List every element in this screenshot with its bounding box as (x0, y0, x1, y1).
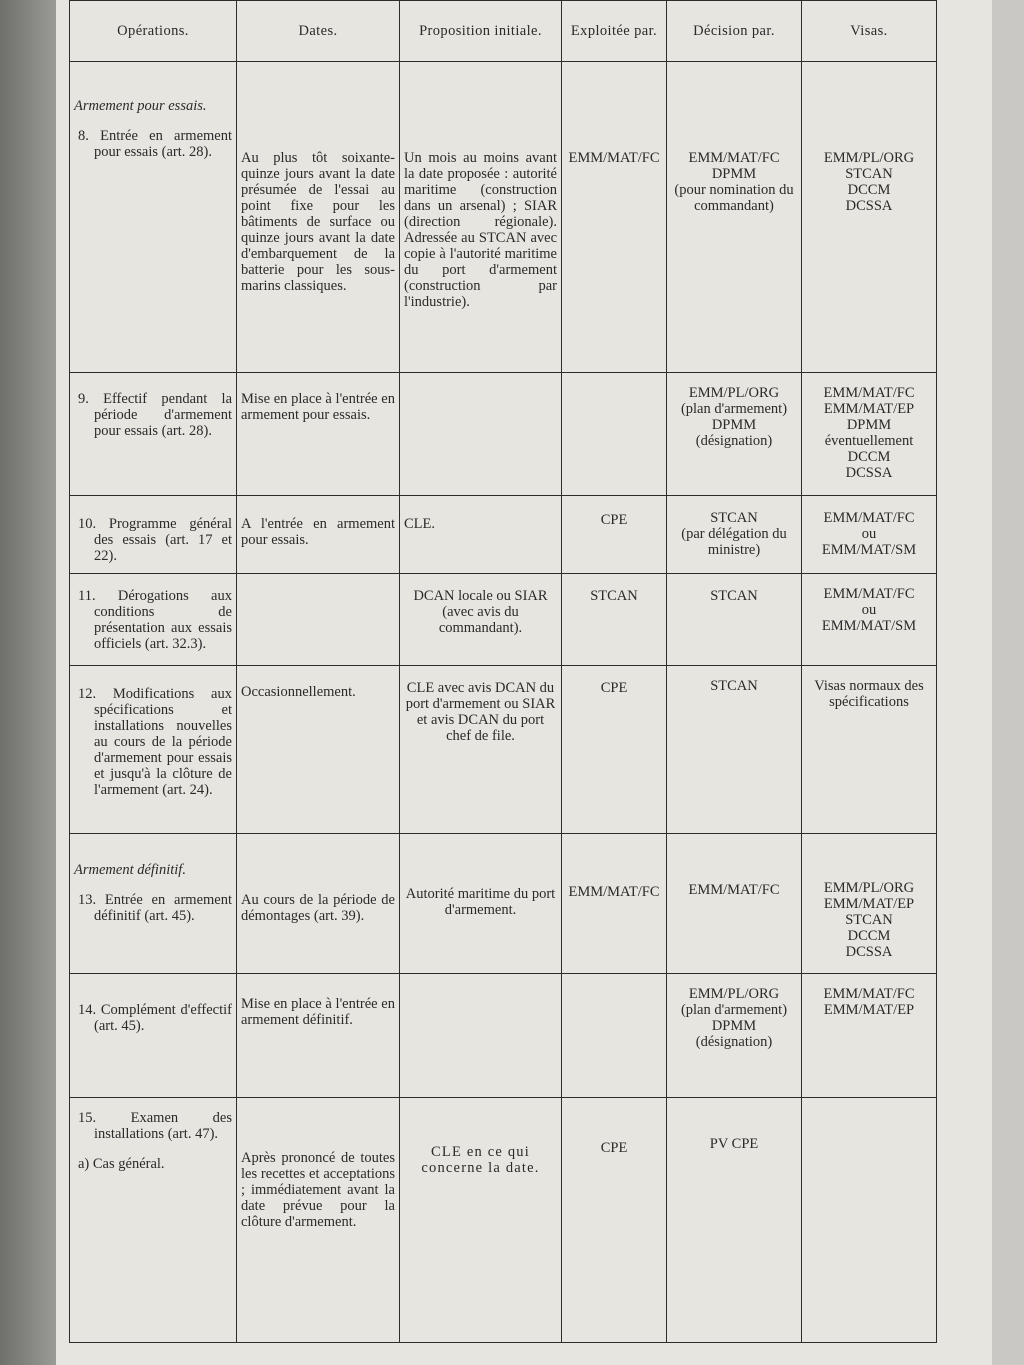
visas-text: EMM/PL/ORG EMM/MAT/EP STCAN DCCM DCSSA (823, 880, 915, 960)
cell-visas (802, 496, 937, 574)
cell-dates (237, 62, 400, 373)
visas-text: EMM/MAT/FC ou EMM/MAT/SM (821, 586, 917, 634)
operations-table (69, 0, 937, 1343)
cell-operation (70, 574, 237, 666)
decision-text: EMM/MAT/FC (688, 882, 780, 898)
proposition-text: Autorité maritime du port d'armement. (405, 886, 556, 918)
visas-text: Visas normaux des spécifications (814, 678, 924, 710)
proposition-text: CLE. (404, 516, 436, 532)
header-decision: Décision par. (667, 1, 802, 62)
section-heading: Armement définitif. (74, 862, 186, 878)
cell-decision (667, 834, 802, 974)
cell-proposition (400, 974, 562, 1098)
visas-text: EMM/MAT/FC ou EMM/MAT/SM (821, 510, 917, 558)
exploitee-text: CPE (600, 512, 628, 528)
cell-dates (237, 373, 400, 496)
cell-visas (802, 974, 937, 1098)
header-operations: Opérations. (70, 1, 237, 62)
operation-text: 10. Programme général des essais (art. 17 et 22). (78, 516, 232, 564)
table-header-row (70, 1, 937, 62)
proposition-text: DCAN locale ou SIAR (avec avis du commandant). (413, 588, 548, 636)
page-edge (992, 0, 1024, 1365)
dates-text: Au plus tôt soixante-quinze jours avant la date présumée de l'essai au point fixe pour les bâtiments de surface ou quinze jours avant la date d'embarquement de la batterie pour les sous-marins classiques. (241, 150, 395, 294)
cell-visas (802, 666, 937, 834)
cell-visas (802, 574, 937, 666)
decision-text: EMM/PL/ORG (plan d'armement) DPMM (désignation) (680, 986, 788, 1050)
visas-text: EMM/PL/ORG STCAN DCCM DCSSA (823, 150, 915, 214)
exploitee-text: CPE (600, 680, 628, 696)
cell-dates (237, 834, 400, 974)
background-shadow (0, 0, 56, 1365)
cell-proposition (400, 574, 562, 666)
cell-proposition (400, 834, 562, 974)
dates-text: Mise en place à l'entrée en armement pour essais. (241, 391, 395, 423)
cell-decision (667, 574, 802, 666)
cell-exploitee (562, 666, 667, 834)
exploitee-text: EMM/MAT/FC (568, 150, 660, 166)
proposition-text: Un mois au moins avant la date proposée : autorité maritime (construction dans un arsenal) ; SIAR (direction régionale). Adressée au STCAN avec copie à l'autorité maritime du port d'armement (construction par l'industrie). (404, 150, 557, 310)
operation-text: 9. Effectif pendant la période d'armement pour essais (art. 28). (78, 391, 232, 439)
cell-exploitee (562, 373, 667, 496)
table-row (70, 1098, 937, 1343)
visas-text: EMM/MAT/FC EMM/MAT/EP (823, 986, 915, 1018)
cell-exploitee (562, 574, 667, 666)
section-heading: Armement pour essais. (74, 98, 207, 114)
header-exploitee: Exploitée par. (562, 1, 667, 62)
table-row (70, 496, 937, 574)
operation-text: 14. Complément d'effectif (art. 45). (78, 1002, 232, 1034)
decision-text: STCAN (par délégation du ministre) (681, 510, 787, 558)
dates-text: Au cours de la période de démontages (art. 39). (241, 892, 395, 924)
cell-dates (237, 1098, 400, 1343)
table-row (70, 974, 937, 1098)
cell-proposition (400, 1098, 562, 1343)
table-row (70, 574, 937, 666)
cell-visas (802, 1098, 937, 1343)
cell-exploitee (562, 62, 667, 373)
cell-exploitee (562, 974, 667, 1098)
decision-text: STCAN (710, 678, 758, 694)
table-row (70, 834, 937, 974)
cell-visas (802, 373, 937, 496)
cell-operation (70, 974, 237, 1098)
decision-text: EMM/MAT/FC DPMM (pour nomination du commandant) (674, 150, 794, 214)
header-visas: Visas. (802, 1, 937, 62)
cell-operation (70, 496, 237, 574)
cell-visas (802, 62, 937, 373)
exploitee-text: STCAN (590, 588, 638, 604)
cell-decision (667, 62, 802, 373)
dates-text: Après prononcé de toutes les recettes et acceptations ; immédiatement avant la date prévue pour la clôture d'armement. (241, 1150, 395, 1230)
cell-exploitee (562, 1098, 667, 1343)
cell-proposition (400, 666, 562, 834)
exploitee-text: EMM/MAT/FC (568, 884, 660, 900)
cell-dates (237, 666, 400, 834)
cell-operation (70, 1098, 237, 1343)
operation-text: 12. Modifications aux spécifications et installations nouvelles au cours de la période d'armement pour essais et jusqu'à la clôture de l'armement (art. 24). (78, 686, 232, 798)
cell-proposition (400, 496, 562, 574)
operation-subitem: a) Cas général. (78, 1156, 165, 1172)
visas-text: EMM/MAT/FC EMM/MAT/EP DPMM éventuellement DCCM DCSSA (823, 385, 915, 481)
cell-dates (237, 496, 400, 574)
dates-text: A l'entrée en armement pour essais. (241, 516, 395, 548)
header-proposition: Proposition initiale. (400, 1, 562, 62)
cell-visas (802, 834, 937, 974)
decision-text: PV CPE (709, 1136, 759, 1152)
operation-text: 11. Dérogations aux conditions de présentation aux essais officiels (art. 32.3). (78, 588, 232, 652)
operation-text: 8. Entrée en armement pour essais (art. 28). (78, 128, 232, 160)
cell-dates (237, 574, 400, 666)
cell-decision (667, 373, 802, 496)
cell-operation (70, 834, 237, 974)
table-row (70, 62, 937, 373)
cell-decision (667, 496, 802, 574)
proposition-text: CLE avec avis DCAN du port d'armement ou SIAR et avis DCAN du port chef de file. (405, 680, 556, 744)
cell-proposition (400, 62, 562, 373)
decision-text: STCAN (710, 588, 758, 604)
table-row (70, 666, 937, 834)
cell-decision (667, 1098, 802, 1343)
decision-text: EMM/PL/ORG (plan d'armement) DPMM (désignation) (680, 385, 788, 449)
cell-operation (70, 373, 237, 496)
cell-decision (667, 974, 802, 1098)
header-dates: Dates. (237, 1, 400, 62)
exploitee-text: CPE (600, 1140, 628, 1156)
dates-text: Occasionnellement. (241, 684, 356, 700)
cell-exploitee (562, 496, 667, 574)
cell-decision (667, 666, 802, 834)
cell-proposition (400, 373, 562, 496)
operation-text: 13. Entrée en armement définitif (art. 45). (78, 892, 232, 924)
cell-dates (237, 974, 400, 1098)
proposition-text: CLE en ce qui concerne la date. (421, 1144, 540, 1176)
cell-operation (70, 666, 237, 834)
dates-text: Mise en place à l'entrée en armement définitif. (241, 996, 395, 1028)
cell-exploitee (562, 834, 667, 974)
table-row (70, 373, 937, 496)
operation-text: 15. Examen des installations (art. 47). (78, 1110, 232, 1142)
cell-operation (70, 62, 237, 373)
